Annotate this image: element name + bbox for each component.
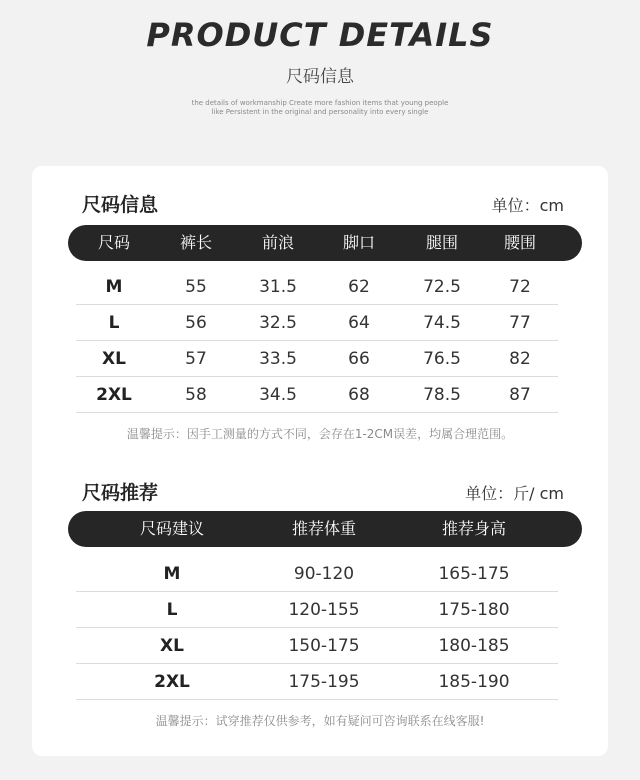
table-row xyxy=(76,269,558,305)
height-cell: 175-180 xyxy=(438,600,510,620)
details-card xyxy=(32,166,608,756)
size-cell: 2XL xyxy=(96,385,132,405)
thigh-cell: 72.5 xyxy=(423,277,461,297)
size-recommend-col-size: 尺码建议 xyxy=(139,519,205,538)
size-info-col-thigh: 腿围 xyxy=(425,233,459,252)
hem-cell: 64 xyxy=(348,313,370,333)
length-cell: 56 xyxy=(185,313,207,333)
table-row xyxy=(76,664,558,700)
size-info-col-length: 裤长 xyxy=(179,233,213,252)
table-row xyxy=(76,305,558,341)
size-info-header xyxy=(32,190,608,216)
waist-cell: 87 xyxy=(509,385,531,405)
size-info-title: 尺码信息 xyxy=(82,194,159,216)
size-cell: M xyxy=(105,277,123,297)
size-cell: L xyxy=(108,313,120,333)
weight-cell: 150-175 xyxy=(288,636,360,656)
hero-subtitle: 尺码信息 xyxy=(286,67,354,87)
thigh-cell: 78.5 xyxy=(423,385,461,405)
size-info-header-bar xyxy=(68,225,582,261)
size-cell: XL xyxy=(160,636,184,656)
size-cell: M xyxy=(163,564,181,584)
hem-cell: 62 xyxy=(348,277,370,297)
size-recommend-header-bar xyxy=(68,511,582,547)
table-row xyxy=(76,556,558,592)
size-info-col-hem: 脚口 xyxy=(342,233,376,252)
size-info-col-front-rise: 前浪 xyxy=(261,233,295,252)
waist-cell: 72 xyxy=(509,277,531,297)
front-rise-cell: 34.5 xyxy=(259,385,297,405)
thigh-cell: 74.5 xyxy=(423,313,461,333)
size-cell: L xyxy=(166,600,178,620)
hem-cell: 68 xyxy=(348,385,370,405)
length-cell: 57 xyxy=(185,349,207,369)
size-recommend-unit: 单位：斤/ cm xyxy=(465,484,564,503)
front-rise-cell: 33.5 xyxy=(259,349,297,369)
table-row xyxy=(76,341,558,377)
height-cell: 165-175 xyxy=(438,564,510,584)
height-cell: 180-185 xyxy=(438,636,510,656)
thigh-cell: 76.5 xyxy=(423,349,461,369)
length-cell: 55 xyxy=(185,277,207,297)
size-recommend-header xyxy=(32,478,608,504)
size-cell: 2XL xyxy=(154,672,190,692)
height-cell: 185-190 xyxy=(438,672,510,692)
weight-cell: 175-195 xyxy=(288,672,360,692)
hero-title: PRODUCT DETAILS xyxy=(146,16,494,54)
table-row xyxy=(76,377,558,413)
size-recommend-col-height: 推荐身高 xyxy=(441,519,507,538)
hero-description-line-1: the details of workmanship Create more fashion items that young people xyxy=(191,99,449,107)
size-recommend-title: 尺码推荐 xyxy=(82,482,159,504)
size-info-unit: 单位：cm xyxy=(491,196,564,215)
table-row xyxy=(76,592,558,628)
front-rise-cell: 31.5 xyxy=(259,277,297,297)
hero-description-line-2: like Persistent in the original and personality into every single xyxy=(211,108,429,116)
hem-cell: 66 xyxy=(348,349,370,369)
weight-cell: 90-120 xyxy=(293,564,355,584)
size-info-col-waist: 腰围 xyxy=(503,233,537,252)
hero-description xyxy=(0,99,640,117)
waist-cell: 77 xyxy=(509,313,531,333)
length-cell: 58 xyxy=(185,385,207,405)
size-info-col-size: 尺码 xyxy=(97,233,131,252)
size-cell: XL xyxy=(102,349,126,369)
waist-cell: 82 xyxy=(509,349,531,369)
weight-cell: 120-155 xyxy=(288,600,360,620)
front-rise-cell: 32.5 xyxy=(259,313,297,333)
size-info-note: 温馨提示：因手工测量的方式不同，会存在1-2CM误差，均属合理范围。 xyxy=(126,427,514,441)
size-recommend-note: 温馨提示：试穿推荐仅供参考，如有疑问可咨询联系在线客服! xyxy=(155,714,485,728)
size-recommend-col-weight: 推荐体重 xyxy=(291,519,357,538)
table-row xyxy=(76,628,558,664)
